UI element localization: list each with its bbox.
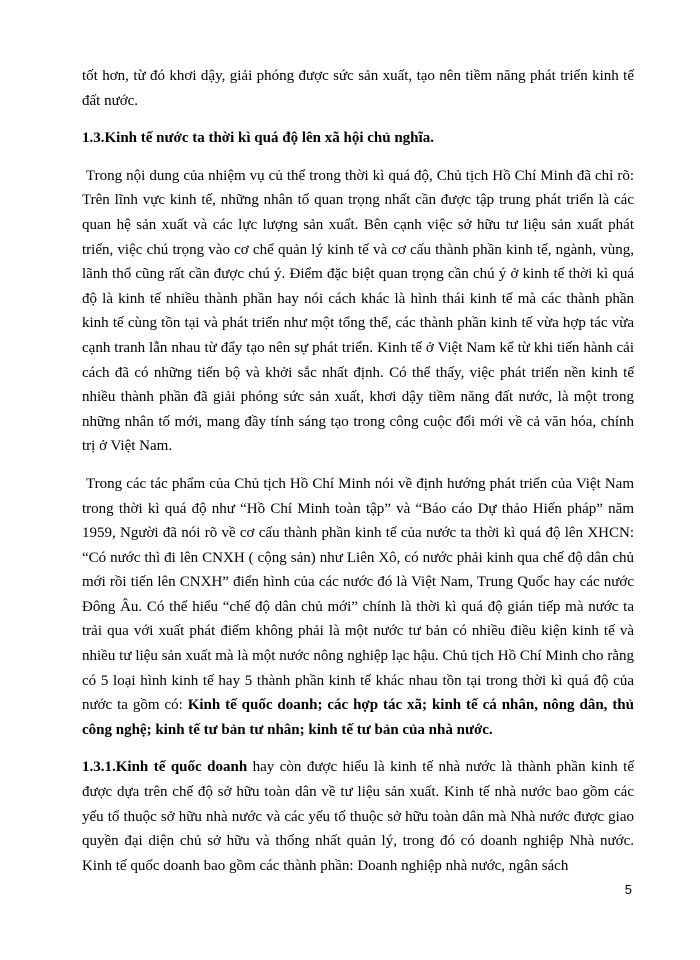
paragraph-2-bold-list: Kinh tế quốc doanh; các hợp tác xã; kinh tế cá nhân, nông dân, thủ công nghệ; kinh tế tư bản tư nhân; kinh tế tư bản của nhà nước.: [82, 697, 634, 738]
intro-paragraph: tốt hơn, từ đó khơi dậy, giải phóng được sức sản xuất, tạo nên tiềm năng phát triển kinh tế đất nước.: [82, 68, 634, 109]
paragraph-2: [82, 472, 634, 743]
paragraph-1: Trong nội dung của nhiệm vụ củ thể trong thời kì quá độ, Chủ tịch Hồ Chí Minh đã chỉ rõ: Trên lĩnh vực kinh tế, những nhân tố quan trọng nhất cần được tập trung phát triển là các quan hệ sản xuất và các lực lượng sản xuất. Bên cạnh việc sở hữu tư liệu sản xuất phát triển, việc chú trọng vào cơ chế quản lý kinh tế và cơ cấu thành phần kinh tế, ngành, vùng, lãnh thổ cũng rất cần được chú ý. Điểm đặc biệt quan trọng cần chú ý ở kinh tế thời kì quá độ là kinh tế nhiều thành phần hay nói cách khác là hình thái kinh tế mà các thành phần kinh tế cùng tồn tại và phát triển như một tổng thể, các thành phần kinh tế vừa hợp tác vừa cạnh tranh lẫn nhau từ đẩy tạo nên sự phát triển. Kinh tế ở Việt Nam kể từ khi tiến hành cải cách đã có những tiến bộ và khởi sắc nhất định. Có thể thấy, việc phát triển nền kinh tế nhiều thành phần đã giải phóng sức sản xuất, khơi dậy tiềm năng đất nước, là một trong những nhân tố mới, mang đầy tính sáng tạo trong công cuộc đổi mới về cả văn hóa, chính trị ở Việt Nam.: [82, 167, 634, 455]
document-body: [82, 64, 634, 891]
section-heading-1-3: 1.3.Kinh tế nước ta thời kì quá độ lên xã hội chủ nghĩa.: [82, 130, 434, 147]
paragraph-3-text: hay còn được hiểu là kinh tế nhà nước là thành phần kinh tế được dựa trên chế độ sở hữu toàn dân về tư liệu sản xuất. Kinh tế nhà nước bao gồm các yếu tố thuộc sở hữu nhà nước và các yếu tố thuộc sở hữu toàn dân mà Nhà nước được giao quyền đại diện chủ sở hữu và thống nhất quản lý, trong đó có doanh nghiệp Nhà nước. Kinh tế quốc doanh bao gồm các thành phần: Doanh nghiệp nhà nước, ngân sách: [82, 759, 635, 874]
paragraph-3: [82, 755, 634, 878]
paragraph-2-text: Trong các tác phẩm của Chủ tịch Hồ Chí Minh nói về định hướng phát triển của Việt Nam trong thời kì quá độ như “Hồ Chí Minh toàn tập” và “Báo cáo Dự thảo Hiến pháp” năm 1959, Người đã nói rõ về cơ cấu thành phần kinh tế của nước ta thời kì quá độ lên XHCN: “Có nước thì đi lên CNXH ( cộng sản) như Liên Xô, có nước phải kinh qua chế độ dân chủ mới rồi tiến lên CNXH” điển hình của các nước đó là Việt Nam, Trung Quốc hay các nước Đông Âu. Có thể hiểu “chế độ dân chủ mới” chính là thời kì quá độ gián tiếp mà nước ta trải qua với xuất phát điểm không phải là một nước tư bản có nhiều điều kiện kinh tế và nhiều tư liệu sản xuất mà là một nước nông nghiệp lạc hậu. Chủ tịch Hồ Chí Minh cho rằng có 5 loại hình kinh tế hay 5 thành phần kinh tế khác nhau tồn tại trong thời kì quá độ của nước ta gồm có:: [82, 475, 634, 714]
subheading-1-3-1: 1.3.1.Kinh tế quốc doanh: [82, 759, 248, 776]
page-number: 5: [624, 882, 632, 897]
